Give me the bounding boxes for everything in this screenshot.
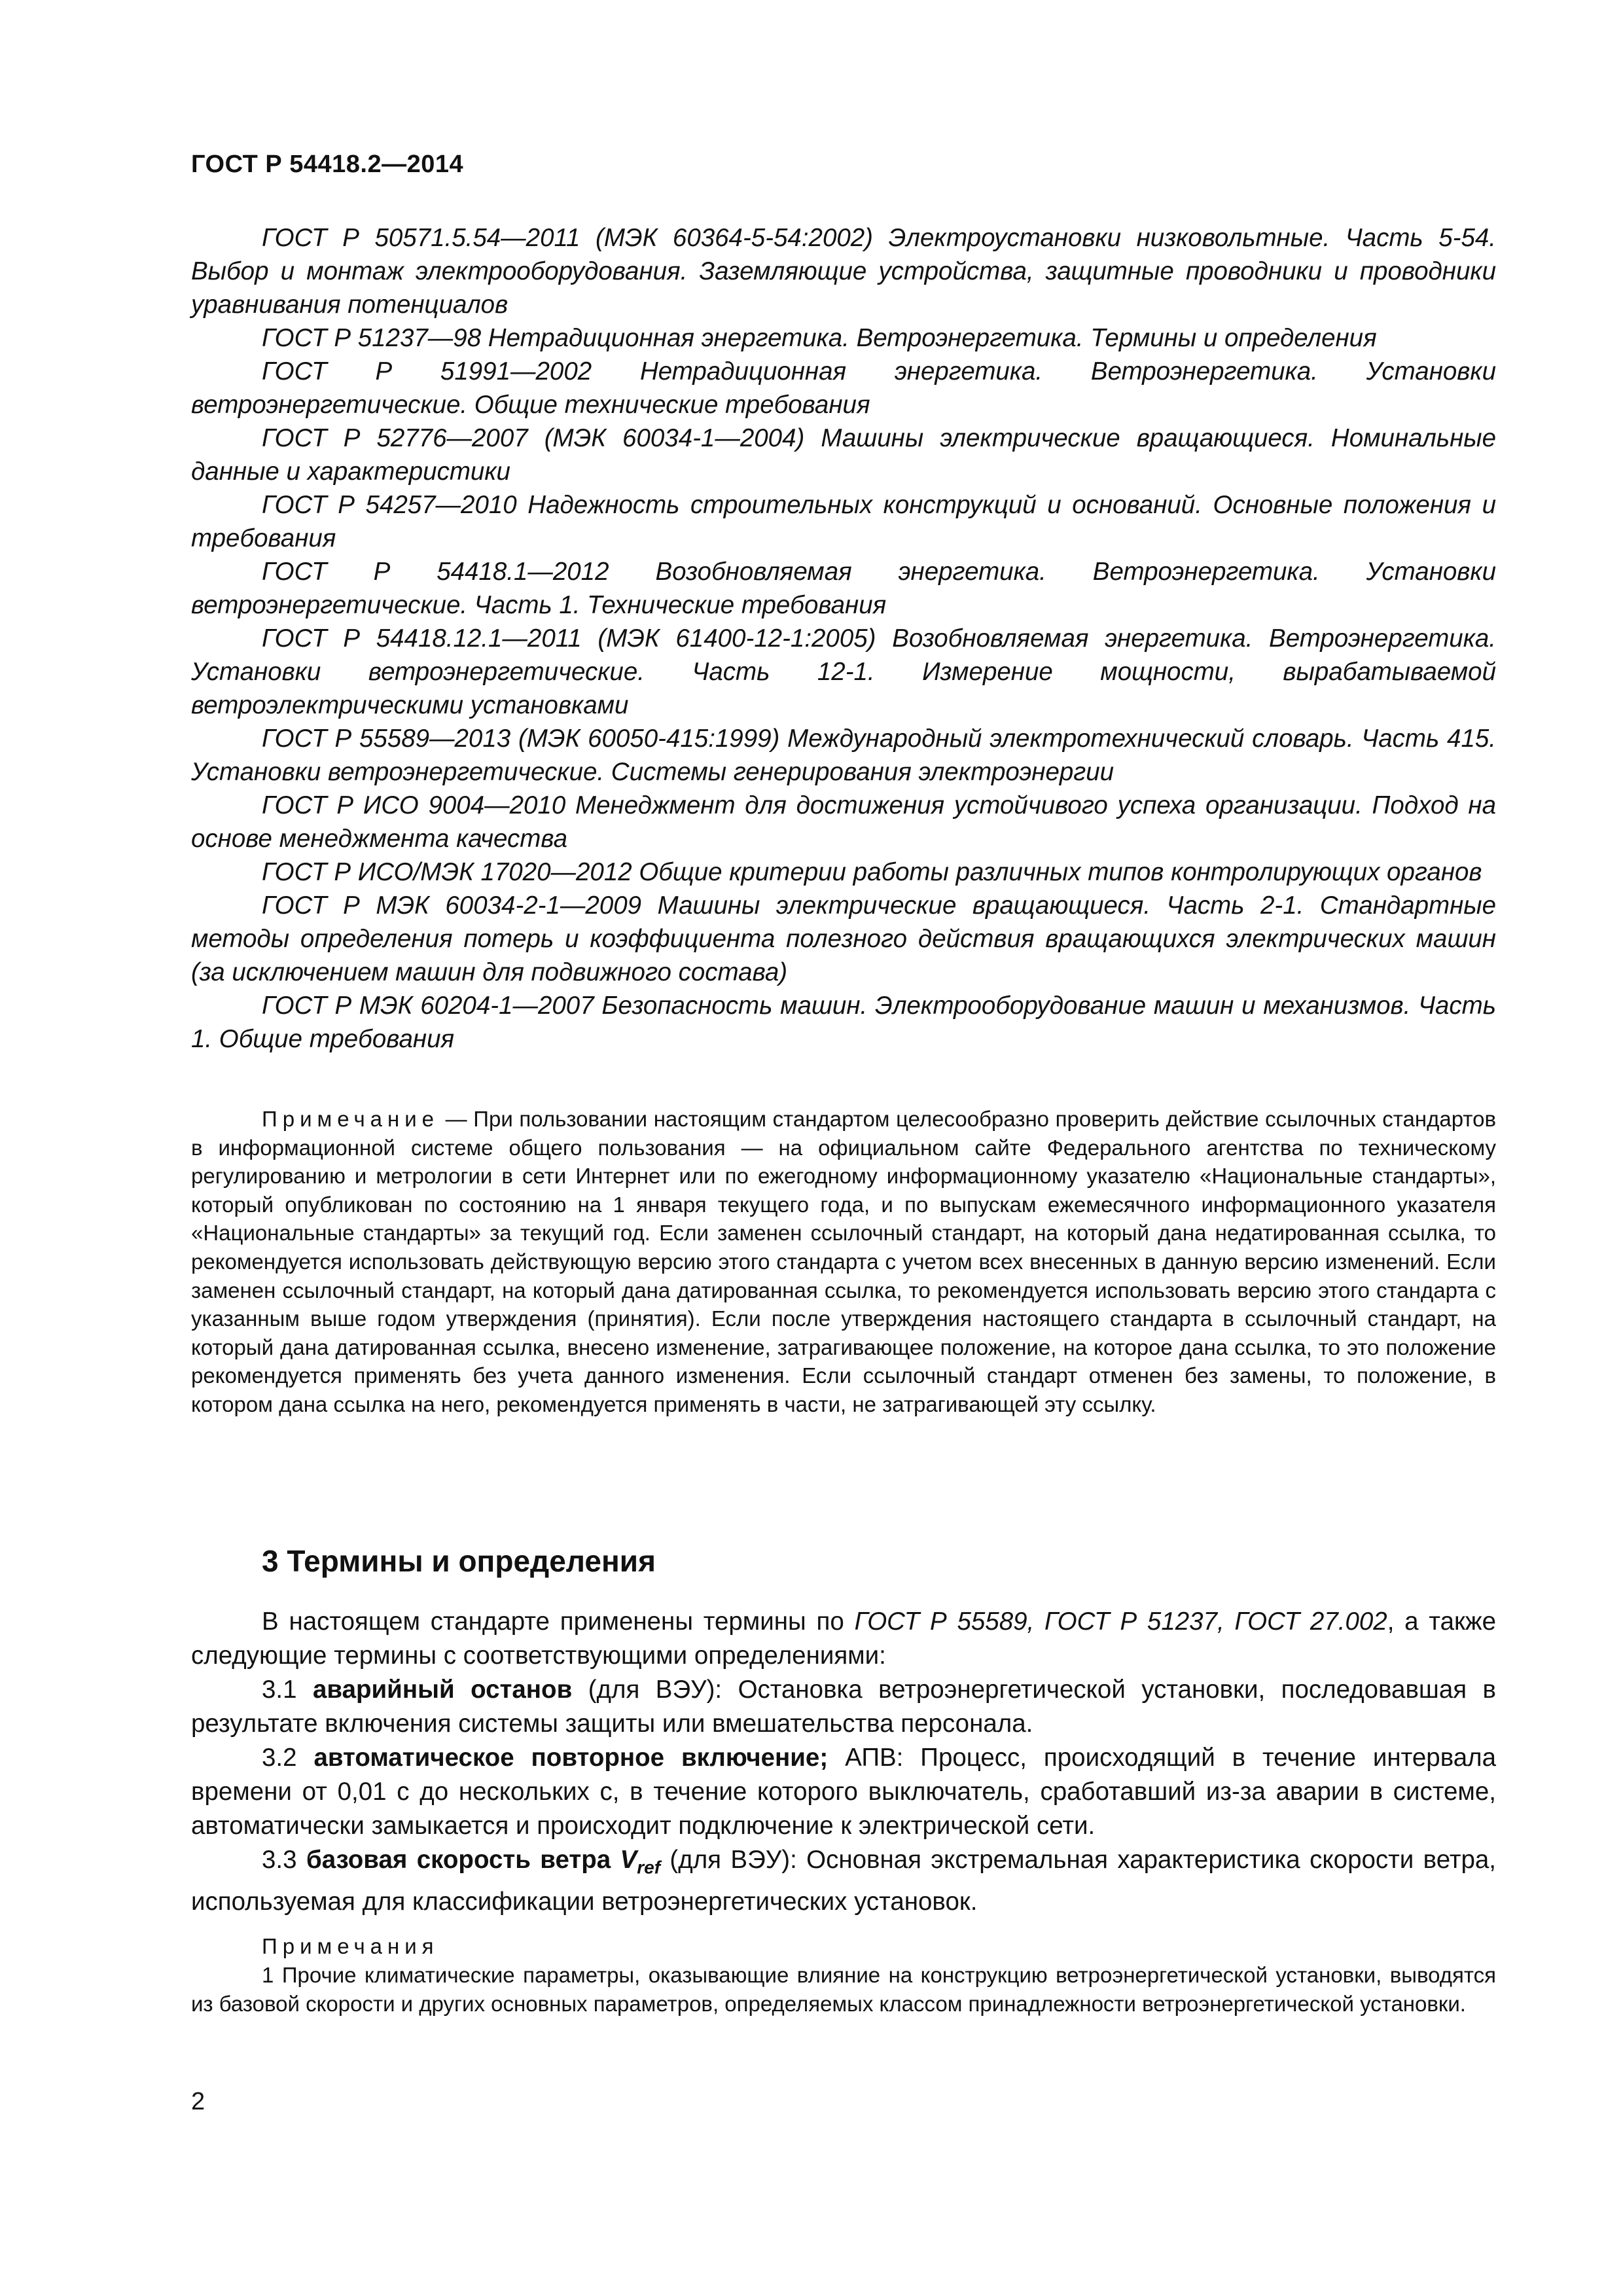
term-3-3 [191, 1843, 1496, 1919]
terms-body [191, 1605, 1496, 1919]
term-symbol-subscript: ref [637, 1857, 661, 1878]
intro-text: В настоящем стандарте применены термины по [262, 1607, 855, 1636]
reference-item: ГОСТ Р ИСО/МЭК 17020—2012 Общие критерии работы различных типов контролирующих органов [262, 858, 1482, 886]
terms-intro [191, 1605, 1496, 1673]
term-name-text: базовая скорость ветра [306, 1846, 620, 1874]
term-name: автоматическое повторное включение; [313, 1744, 829, 1772]
page-number: 2 [191, 2088, 205, 2115]
term-number: 3.2 [262, 1744, 314, 1772]
reference-item: ГОСТ Р 54257—2010 Надежность строительных конструкций и оснований. Основные положения и требования [191, 491, 1496, 552]
reference-note [191, 1105, 1496, 1419]
term-definition: (для ВЭУ): Остановка ветроэнергетической установки, последовавшая в результате включения системы защиты или вмешательства персонала. [191, 1676, 1496, 1738]
reference-list [191, 221, 1496, 1056]
intro-text-end: , а также следующие термины с соответствующими определениями: [191, 1607, 1496, 1670]
section-title: 3 Термины и определения [262, 1544, 656, 1578]
term-number: 3.1 [262, 1676, 313, 1704]
note-text: — При пользовании настоящим стандартом целесообразно проверить действие ссылочных стандартов в информационной системе общего пользования — на официальном сайте Федерального агентства по техническому регулированию и метрологии в сети Интернет или по ежегодному информационному указателю «Национальные стандарты», который опубликован по состоянию на 1 января текущего года, и по выпускам ежемесячного информационного указателя «Национальные стандарты» за текущий год. Если заменен ссылочный стандарт, на который дана недатированная ссылка, то рекомендуется использовать действующую версию этого стандарта с учетом всех внесенных в данную версию изменений. Если заменен ссылочный стандарт, на который дана датированная ссылка, то рекомендуется использовать версию этого стандарта с указанным выше годом утверждения (принятия). Если после утверждения настоящего стандарта в ссылочный стандарт, на который дана датированная ссылка, внесено изменение, затрагивающее положение, на которое дана ссылка, то это положение рекомендуется применять без учета данного изменения. Если ссылочный стандарт отменен без замены, то положение, в котором дана ссылка на него, рекомендуется применять в части, не затрагивающей эту ссылку. [191, 1107, 1496, 1416]
document-header: ГОСТ Р 54418.2—2014 [191, 151, 464, 178]
intro-references: ГОСТ Р 55589, ГОСТ Р 51237, ГОСТ 27.002 [854, 1607, 1387, 1636]
reference-item: ГОСТ Р ИСО 9004—2010 Менеджмент для достижения устойчивого успеха организации. Подход на основе менеджмента качества [191, 791, 1496, 853]
term-name: аварийный останов [313, 1676, 573, 1704]
term-symbol: V [620, 1846, 637, 1874]
term-definition: (для ВЭУ): Основная экстремальная характеристика скорости ветра, используемая для классификации ветроэнергетических установок. [191, 1846, 1496, 1916]
note-label: Примечание [262, 1107, 440, 1131]
reference-item: ГОСТ Р 51991—2002 Нетрадиционная энергетика. Ветроэнергетика. Установки ветроэнергетические. Общие технические требования [191, 357, 1496, 419]
term-name [306, 1846, 661, 1878]
note-1: 1 Прочие климатические параметры, оказывающие влияние на конструкцию ветроэнергетической установки, выводятся из базовой скорости и других основных параметров, определяемых классом принадлежности ветроэнергетической установки. [191, 1963, 1496, 2016]
reference-item: ГОСТ Р 50571.5.54—2011 (МЭК 60364-5-54:2002) Электроустановки низковольтные. Часть 5-54. Выбор и монтаж электрооборудования. Заземляющие устройства, защитные проводники и проводники уравнивания потенциалов [191, 224, 1496, 319]
term-number: 3.3 [262, 1846, 306, 1874]
reference-item: ГОСТ Р 51237—98 Нетрадиционная энергетика. Ветроэнергетика. Термины и определения [262, 324, 1377, 352]
term-definition: АПВ: Процесс, происходящий в течение интервала времени от 0,01 с до нескольких с, в течение которого выключатель, сработавший из-за аварии в системе, автоматически замыкается и происходит подключение к электрической сети. [191, 1744, 1497, 1840]
reference-item: ГОСТ Р МЭК 60034-2-1—2009 Машины электрические вращающиеся. Часть 2-1. Стандартные методы определения потерь и коэффициента полезного действия вращающихся электрических машин (за исключением машин для подвижного состава) [191, 891, 1496, 986]
reference-item: ГОСТ Р 52776—2007 (МЭК 60034-1—2004) Машины электрические вращающиеся. Номинальные данные и характеристики [191, 424, 1496, 486]
reference-item: ГОСТ Р 55589—2013 (МЭК 60050-415:1999) Международный электротехнический словарь. Часть 415. Установки ветроэнергетические. Системы генерирования электроэнергии [191, 725, 1496, 786]
notes-heading: Примечания [262, 1934, 439, 1958]
term-3-2 [191, 1741, 1496, 1843]
reference-item: ГОСТ Р МЭК 60204-1—2007 Безопасность машин. Электрооборудование машин и механизмов. Часть 1. Общие требования [191, 992, 1496, 1053]
reference-item: ГОСТ Р 54418.1—2012 Возобновляемая энергетика. Ветроэнергетика. Установки ветроэнергетические. Часть 1. Технические требования [191, 558, 1496, 619]
reference-item: ГОСТ Р 54418.12.1—2011 (МЭК 61400-12-1:2005) Возобновляемая энергетика. Ветроэнергетика. Установки ветроэнергетические. Часть 12-1. Измерение мощности, вырабатываемой ветроэлектрическими установками [191, 624, 1496, 719]
term-3-1 [191, 1673, 1496, 1741]
